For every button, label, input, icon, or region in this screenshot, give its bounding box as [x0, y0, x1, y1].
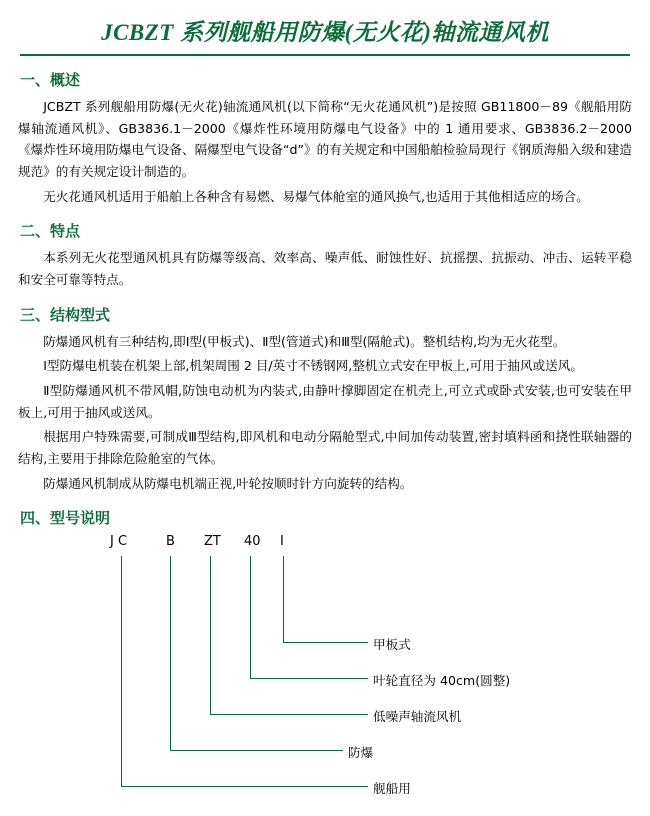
model-label-impeller-diameter: 叶轮直径为 40cm(圆整) [373, 673, 511, 689]
leader-stem-type [283, 556, 284, 642]
overview-paragraph-1: JCBZT 系列舰船用防爆(无火花)轴流通风机(以下简称“无火花通风机”)是按照 GB11800－89《舰船用防爆轴流通风机》、GB3836.1－2000《爆炸性环境用防爆电气设备》中的 1 通用要求、GB3836.2－2000《爆炸性环境用防爆电气设备、隔爆型电气设备“d”》的有关规定和中国船舶检验局现行《钢质海船入级和建造规范》的有关规定设计制造的。 [18, 99, 632, 179]
features-paragraph-1: 本系列无火花型通风机具有防爆等级高、效率高、噪声低、耐蚀性好、抗摇摆、抗振动、冲击、运转平稳和安全可靠等特点。 [18, 250, 632, 287]
leader-arm-jc [121, 786, 368, 787]
section-heading-overview: 一、概述 [20, 71, 81, 89]
model-code-char-zt: ZT [204, 534, 221, 550]
section-heading-features: 二、特点 [20, 222, 81, 241]
section-heading-structure: 三、结构型式 [20, 305, 111, 324]
structure-paragraph-1: 防爆通风机有三种结构,即Ⅰ型(甲板式)、Ⅱ型(管道式)和Ⅲ型(隔舱式)。整机结构,均为无火花型。 [43, 333, 566, 349]
model-label-deck-type: 甲板式 [373, 637, 411, 653]
leader-arm-b [170, 750, 343, 751]
model-label-marine-use: 舰船用 [373, 781, 411, 797]
structure-paragraph-4: 根据用户特殊需要,可制成Ⅲ型结构,即风机和电动分隔舱型式,中间加传动装置,密封填料函和挠性联轴器的结构,主要用于排除危险舱室的气体。 [18, 429, 632, 466]
model-label-low-noise-axial: 低噪声轴流风机 [373, 709, 462, 725]
overview-paragraph-2: 无火花通风机适用于船舶上各种含有易燃、易爆气体舱室的通风换气,也适用于其他相适应的场合。 [43, 188, 589, 204]
structure-paragraph-5: 防爆通风机制成从防爆电机端正视,叶轮按顺时针方向旋转的结构。 [43, 475, 413, 491]
leader-arm-zt [210, 714, 368, 715]
leader-stem-zt [210, 556, 211, 714]
model-label-explosion-proof: 防爆 [348, 745, 374, 761]
page-title: JCBZT 系列舰船用防爆(无火花)轴流通风机 [101, 20, 549, 45]
leader-arm-type [283, 642, 368, 643]
model-code-diagram [18, 534, 632, 816]
title-divider [20, 54, 630, 56]
model-code-char-jc: J C [110, 534, 128, 550]
section-heading-model-code: 四、型号说明 [20, 509, 111, 528]
model-code-char-b: B [166, 534, 175, 550]
leader-stem-jc [121, 556, 122, 786]
structure-paragraph-3: Ⅱ型防爆通风机不带风帽,防蚀电动机为内装式,由静叶撑脚固定在机壳上,可立式或卧式安装,也可安装在甲板上,可用于抽风或送风。 [18, 382, 632, 420]
leader-stem-b [170, 556, 171, 750]
leader-stem-40 [250, 556, 251, 678]
leader-arm-40 [250, 678, 368, 679]
structure-paragraph-2: Ⅰ型防爆电机装在机架上部,机架周围 2 目/英寸不锈钢网,整机立式安在甲板上,可用于抽风或送风。 [43, 358, 583, 374]
model-code-char-type: Ⅰ [280, 534, 284, 550]
model-code-char-40: 40 [244, 534, 261, 550]
